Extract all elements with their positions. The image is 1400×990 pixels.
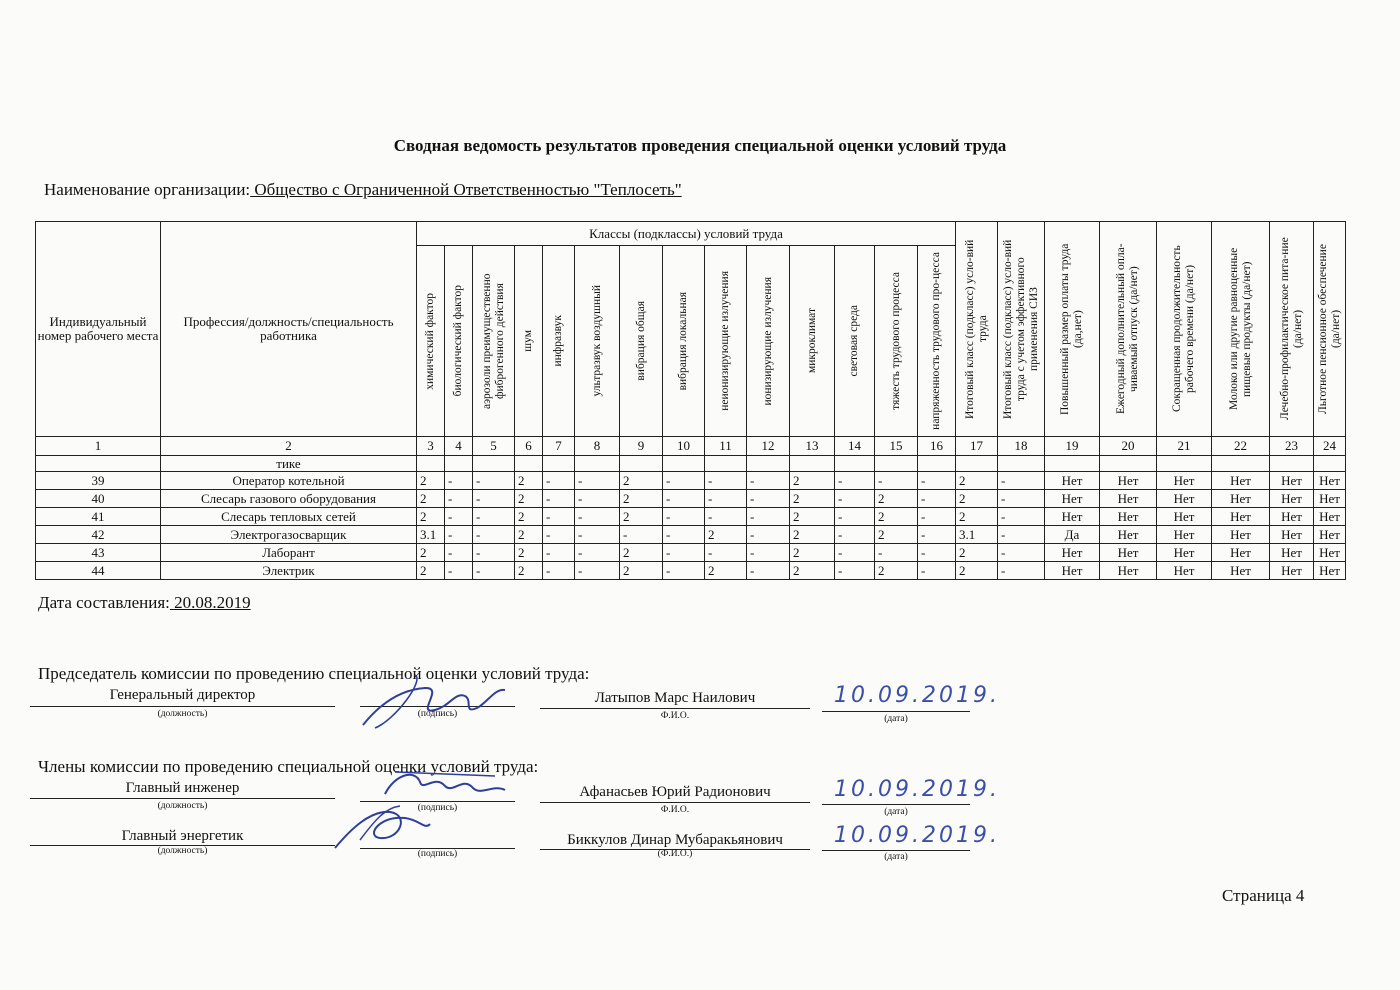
table-cell: Нет <box>1100 490 1157 508</box>
table-cell: - <box>543 562 575 580</box>
table-cell: - <box>998 472 1045 490</box>
header-medical-food: Лечебно-профилактическое пита-ние (да/нет) <box>1270 222 1314 437</box>
table-cell: 2 <box>620 544 663 562</box>
signatory-1-date: 10.09.2019. <box>834 683 1000 708</box>
signatory-2-date-line <box>822 804 970 805</box>
table-cell: - <box>663 472 705 490</box>
table-cell: - <box>918 562 956 580</box>
column-number-14: 14 <box>835 437 875 456</box>
table-row <box>36 526 1346 544</box>
table-cell: Нет <box>1100 526 1157 544</box>
profession-name: Слесарь газового оборудования <box>161 490 417 508</box>
table-cell: Нет <box>1212 544 1270 562</box>
signatory-3-date-caption: (дата) <box>884 852 908 862</box>
header-factor-4: шум <box>515 246 543 437</box>
compile-date-label: Дата составления: <box>38 593 170 612</box>
table-cell: - <box>445 526 473 544</box>
table-cell: 2 <box>620 562 663 580</box>
table-cell: 2 <box>790 544 835 562</box>
table-cell: Нет <box>1270 490 1314 508</box>
column-number-17: 17 <box>956 437 998 456</box>
page-number: Страница 4 <box>1222 886 1305 905</box>
header-factor-13: тяжесть трудового процесса <box>875 246 918 437</box>
organization-line <box>44 180 682 200</box>
column-number-21: 21 <box>1157 437 1212 456</box>
table-cell: - <box>747 508 790 526</box>
signatory-2-name: Афанасьев Юрий Радионович <box>579 784 771 800</box>
table-cell: 2 <box>790 562 835 580</box>
table-cell: Нет <box>1212 562 1270 580</box>
table-cell: - <box>543 490 575 508</box>
signatory-1-date-line <box>822 711 970 712</box>
table-cell: 2 <box>790 526 835 544</box>
table-cell: Нет <box>1314 544 1346 562</box>
table-cell: - <box>998 526 1045 544</box>
table-cell: 2 <box>515 472 543 490</box>
table-cell: 2 <box>620 490 663 508</box>
workplace-number: 40 <box>36 490 161 508</box>
table-cell: - <box>747 544 790 562</box>
table-cell: - <box>543 472 575 490</box>
column-number-20: 20 <box>1100 437 1157 456</box>
table-cell: Да <box>1045 526 1100 544</box>
table-cell: - <box>543 544 575 562</box>
table-cell: Нет <box>1157 544 1212 562</box>
table-cell: 2 <box>515 508 543 526</box>
column-number-13: 13 <box>790 437 835 456</box>
table-cell: Нет <box>1270 472 1314 490</box>
table-cell: - <box>473 490 515 508</box>
column-number-3: 3 <box>417 437 445 456</box>
table-cell: - <box>875 544 918 562</box>
column-number-24: 24 <box>1314 437 1346 456</box>
table-cell: Нет <box>1270 544 1314 562</box>
table-cell: - <box>747 472 790 490</box>
table-cell: - <box>663 490 705 508</box>
header-factor-6: ультразвук воздушный <box>575 246 620 437</box>
header-factor-14: напряженность трудового про-цесса <box>918 246 956 437</box>
table-cell: Нет <box>1314 562 1346 580</box>
header-classes: Классы (подклассы) условий труда <box>417 222 956 246</box>
table-cell: - <box>445 472 473 490</box>
table-cell: 2 <box>956 490 998 508</box>
column-number-16: 16 <box>918 437 956 456</box>
table-cell: 2 <box>956 472 998 490</box>
table-cell: - <box>473 544 515 562</box>
header-extra-leave: Ежегодный дополнительный опла-чиваемый отпуск (да/нет) <box>1100 222 1157 437</box>
column-number-1: 1 <box>36 437 161 456</box>
table-cell: 2 <box>956 508 998 526</box>
signatory-1-signature-caption: (подпись) <box>417 709 458 719</box>
table-cell: - <box>998 562 1045 580</box>
table-cell: - <box>835 508 875 526</box>
table-cell: - <box>473 562 515 580</box>
table-cell: - <box>998 544 1045 562</box>
column-number-23: 23 <box>1270 437 1314 456</box>
signatory-3-date-line <box>822 850 970 851</box>
signatory-2-position-line <box>30 798 335 799</box>
table-cell: - <box>663 544 705 562</box>
table-cell: Нет <box>1314 508 1346 526</box>
table-cell: - <box>705 508 747 526</box>
workplace-number: 41 <box>36 508 161 526</box>
table-cell: - <box>543 508 575 526</box>
column-number-12: 12 <box>747 437 790 456</box>
header-factor-8: вибрация локальная <box>663 246 705 437</box>
signatory-3-name-caption: (Ф.И.О.) <box>657 849 693 859</box>
table-cell: - <box>575 544 620 562</box>
table-cell: - <box>835 472 875 490</box>
table-cell: Нет <box>1045 562 1100 580</box>
carry-row <box>36 456 1346 472</box>
signatory-3-date: 10.09.2019. <box>834 823 1000 848</box>
column-number-15: 15 <box>875 437 918 456</box>
table-cell: 2 <box>417 490 445 508</box>
table-cell: - <box>473 526 515 544</box>
table-cell: Нет <box>1314 472 1346 490</box>
table-cell: Нет <box>1212 508 1270 526</box>
header-factor-12: световая среда <box>835 246 875 437</box>
table-cell: - <box>445 562 473 580</box>
table-cell: - <box>918 490 956 508</box>
carry-text: тике <box>161 456 417 472</box>
table-cell: Нет <box>1100 544 1157 562</box>
table-cell: 2 <box>705 562 747 580</box>
table-cell: - <box>445 490 473 508</box>
column-number-6: 6 <box>515 437 543 456</box>
table-cell: - <box>445 544 473 562</box>
table-cell: Нет <box>1157 526 1212 544</box>
table-cell: 2 <box>956 562 998 580</box>
column-number-4: 4 <box>445 437 473 456</box>
header-total-class-siz: Итоговый класс (подкласс) усло-вий труда с учетом эффективного применения СИЗ <box>998 222 1045 437</box>
workplace-number: 42 <box>36 526 161 544</box>
table-cell: Нет <box>1212 526 1270 544</box>
results-table <box>35 221 1346 580</box>
signatory-2-name-caption: Ф.И.О. <box>660 805 690 815</box>
table-cell: - <box>835 526 875 544</box>
table-cell: 2 <box>515 490 543 508</box>
table-cell: - <box>663 562 705 580</box>
signatory-2-date-caption: (дата) <box>884 807 908 817</box>
table-cell: Нет <box>1212 472 1270 490</box>
column-number-19: 19 <box>1045 437 1100 456</box>
table-cell: - <box>543 526 575 544</box>
signatory-1-date-caption: (дата) <box>884 714 908 724</box>
table-cell: - <box>575 490 620 508</box>
table-cell: Нет <box>1314 526 1346 544</box>
table-cell: 2 <box>875 490 918 508</box>
table-cell: Нет <box>1314 490 1346 508</box>
table-cell: - <box>998 508 1045 526</box>
workplace-number: 44 <box>36 562 161 580</box>
signatory-2-signature-caption: (подпись) <box>417 803 458 813</box>
table-cell: Нет <box>1157 472 1212 490</box>
column-number-2: 2 <box>161 437 417 456</box>
table-cell: 2 <box>620 508 663 526</box>
signatory-3-position: Главный энергетик <box>121 828 244 844</box>
header-factor-1: химический фактор <box>417 246 445 437</box>
table-cell: - <box>705 544 747 562</box>
column-number-8: 8 <box>575 437 620 456</box>
column-number-11: 11 <box>705 437 747 456</box>
signatory-1-name: Латыпов Марс Наилович <box>594 690 756 706</box>
header-factor-9: неионизирующие излучения <box>705 246 747 437</box>
table-cell: 2 <box>875 526 918 544</box>
header-workplace-number: Индивидуальный номер рабочего места <box>36 222 161 437</box>
table-cell: 2 <box>875 562 918 580</box>
table-cell: Нет <box>1157 562 1212 580</box>
table-cell: - <box>705 472 747 490</box>
table-cell: - <box>835 562 875 580</box>
column-number-10: 10 <box>663 437 705 456</box>
header-factor-11: микроклимат <box>790 246 835 437</box>
table-cell: Нет <box>1157 508 1212 526</box>
header-factor-3: аэрозоли преимущественно фиброгенного действия <box>473 246 515 437</box>
table-cell: 2 <box>417 562 445 580</box>
signatory-2-position-caption: (должность) <box>157 801 208 811</box>
table-cell: 2 <box>515 544 543 562</box>
table-cell: Нет <box>1100 508 1157 526</box>
profession-name: Электрогазосварщик <box>161 526 417 544</box>
table-cell: - <box>918 508 956 526</box>
table-cell: Нет <box>1100 562 1157 580</box>
table-cell: - <box>998 490 1045 508</box>
table-row <box>36 508 1346 526</box>
table-cell: Нет <box>1270 562 1314 580</box>
table-cell: - <box>747 562 790 580</box>
signatory-3-name: Биккулов Динар Мубаракьянович <box>567 832 783 848</box>
signatory-1-name-caption: Ф.И.О. <box>660 711 690 721</box>
table-cell: 2 <box>417 472 445 490</box>
signatory-3-position-caption: (должность) <box>157 846 208 856</box>
table-cell: - <box>918 526 956 544</box>
signatory-1-position-caption: (должность) <box>157 709 208 719</box>
table-cell: 2 <box>417 508 445 526</box>
table-cell: 2 <box>956 544 998 562</box>
column-number-22: 22 <box>1212 437 1270 456</box>
table-cell: Нет <box>1045 544 1100 562</box>
header-factor-10: ионизирующие излучения <box>747 246 790 437</box>
table-cell: - <box>473 508 515 526</box>
table-cell: 2 <box>417 544 445 562</box>
profession-name: Лаборант <box>161 544 417 562</box>
header-higher-pay: Повышенный размер оплаты труда (да,нет) <box>1045 222 1100 437</box>
table-cell: 2 <box>790 508 835 526</box>
profession-name: Слесарь тепловых сетей <box>161 508 417 526</box>
column-number-7: 7 <box>543 437 575 456</box>
table-cell: 2 <box>875 508 918 526</box>
table-cell: - <box>473 472 515 490</box>
table-cell: - <box>705 490 747 508</box>
table-cell: Нет <box>1045 472 1100 490</box>
chairman-heading: Председатель комиссии по проведению специальной оценки условий труда: <box>38 664 590 683</box>
table-cell: Нет <box>1157 490 1212 508</box>
table-cell: Нет <box>1045 490 1100 508</box>
compile-date-value: 20.08.2019 <box>169 593 251 612</box>
header-reduced-hours: Сокращенная продолжительность рабочего времени (да/нет) <box>1157 222 1212 437</box>
signatory-2-date: 10.09.2019. <box>834 777 1000 802</box>
table-cell: Нет <box>1100 472 1157 490</box>
profession-name: Электрик <box>161 562 417 580</box>
table-cell: - <box>835 544 875 562</box>
header-profession: Профессия/должность/специальность работника <box>161 222 417 437</box>
table-cell: 2 <box>790 490 835 508</box>
organization-name: Общество с Ограниченной Ответственностью "Теплосеть" <box>250 180 682 199</box>
table-cell: - <box>575 472 620 490</box>
table-row <box>36 472 1346 490</box>
table-cell: - <box>918 472 956 490</box>
table-row <box>36 562 1346 580</box>
header-factor-7: вибрация общая <box>620 246 663 437</box>
table-cell: 2 <box>705 526 747 544</box>
table-cell: - <box>620 526 663 544</box>
signatory-2-name-line <box>540 802 810 803</box>
header-factor-2: биологический фактор <box>445 246 473 437</box>
table-cell: Нет <box>1212 490 1270 508</box>
signatory-1-name-line <box>540 708 810 709</box>
header-milk: Молоко или другие равноценные пищевые продукты (да/нет) <box>1212 222 1270 437</box>
table-cell: 3.1 <box>417 526 445 544</box>
compile-date-line <box>38 593 251 613</box>
workplace-number: 43 <box>36 544 161 562</box>
table-cell: - <box>835 490 875 508</box>
table-cell: Нет <box>1045 508 1100 526</box>
document-title: Сводная ведомость результатов проведения специальной оценки условий труда <box>393 136 1007 155</box>
signatory-1-position-line <box>30 706 335 707</box>
signatory-3-signature-caption: (подпись) <box>417 849 458 859</box>
signature-1-mark <box>355 670 515 735</box>
table-row <box>36 490 1346 508</box>
table-cell: Нет <box>1270 508 1314 526</box>
table-cell: - <box>445 508 473 526</box>
table-cell: 2 <box>515 526 543 544</box>
signatory-2-position: Главный инженер <box>125 780 240 796</box>
members-heading: Члены комиссии по проведению специальной оценки условий труда: <box>38 757 539 776</box>
header-factor-5: инфразвук <box>543 246 575 437</box>
table-cell: - <box>575 508 620 526</box>
signatory-1-position: Генеральный директор <box>109 687 256 703</box>
table-cell: - <box>575 526 620 544</box>
table-cell: - <box>747 490 790 508</box>
workplace-number: 39 <box>36 472 161 490</box>
header-pension: Льготное пенсионное обеспечение (да/нет) <box>1314 222 1346 437</box>
table-cell: 3.1 <box>956 526 998 544</box>
table-cell: Нет <box>1270 526 1314 544</box>
header-total-class: Итоговый класс (подкласс) усло-вий труда <box>956 222 998 437</box>
table-cell: 2 <box>515 562 543 580</box>
table-cell: 2 <box>620 472 663 490</box>
signature-3-mark <box>330 800 440 855</box>
column-number-9: 9 <box>620 437 663 456</box>
table-cell: - <box>663 508 705 526</box>
table-cell: - <box>918 544 956 562</box>
table-row <box>36 544 1346 562</box>
table-cell: 2 <box>790 472 835 490</box>
table-cell: - <box>663 526 705 544</box>
column-number-18: 18 <box>998 437 1045 456</box>
column-number-5: 5 <box>473 437 515 456</box>
profession-name: Оператор котельной <box>161 472 417 490</box>
organization-label: Наименование организации: <box>44 180 251 199</box>
table-cell: - <box>575 562 620 580</box>
table-cell: - <box>747 526 790 544</box>
table-cell: - <box>875 472 918 490</box>
